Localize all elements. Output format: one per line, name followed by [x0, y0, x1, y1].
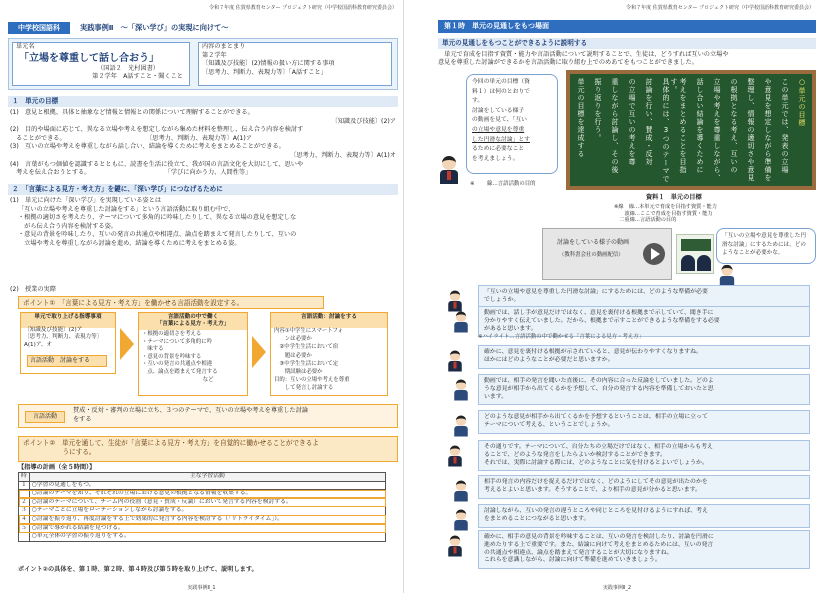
utterance-line: 討論しながら、互いの発言の違うところや同じところを見付けるようにすれば、考え — [484, 508, 708, 514]
teacher-utterance — [478, 530, 810, 569]
flow-line: ・テーマについて多角的に吟 — [142, 338, 212, 345]
summary-label: 内容のまとまり — [202, 43, 246, 50]
table-row — [19, 507, 386, 516]
bubble-line: 討論をしている様子 — [472, 107, 525, 114]
practice-heading: (2) 授業の実際 — [10, 286, 56, 293]
teacher-avatar — [447, 446, 464, 467]
flow-line: ・意見の背景を吟味する — [142, 353, 202, 360]
bubble-line: す。 — [472, 98, 484, 105]
flow-line: して発言し討論する — [274, 385, 334, 392]
flow-box-heading: 言語活動の中で働く 「言葉による見方・考え方」 — [139, 313, 247, 330]
page-header: 令和７年度 佐賀県教育センター プロジェクト研究（中学校国語科教育研究委員会） — [626, 5, 814, 11]
intro-line: 単元で育成を目指す資質・能力や言語活動について説明することで、生徒は、どうすれば互いの立場や — [438, 51, 729, 58]
student-avatar — [453, 312, 470, 333]
utterance-line: 動画では、話し手が意見だけではなく、意見を裏付ける根拠まで示していて、聞き手に — [484, 310, 714, 316]
table-row — [19, 490, 386, 499]
flow-box-3 — [270, 312, 388, 396]
flow-line: ・互いの発言の共通点や相違 — [142, 361, 213, 368]
flow-line: ・根拠の適切さを考える — [142, 331, 202, 337]
bubble-line: 料１）は何のとおりで — [472, 88, 530, 95]
flow-line: 点、論点を踏まえて発言する — [142, 368, 218, 375]
summary-item: 〔知識及び技能〕(2)情報の扱い方に関する事項 — [202, 60, 335, 68]
utterance-line: ることで、どのような発言をしたらよいか検討することができます。 — [484, 451, 667, 458]
flow-line: ③中学生生活において定 — [274, 360, 339, 367]
unit-label: 単元名 — [16, 43, 35, 50]
activity-cell: ○学習の見通しをもつ。 — [29, 481, 385, 490]
utterance-line: ほかにはどのようなことが必要だと思いますか。 — [484, 356, 614, 363]
text-line: 「互いの立場や考えを尊重した討論をする」という言語活動に取り組む中で、 — [18, 205, 235, 213]
board-column: 討論を行い、賛成・反対 — [645, 78, 653, 166]
flow-line: A(1)ア、オ — [24, 341, 53, 348]
content-summary-box — [198, 42, 392, 86]
avatar-head — [456, 510, 467, 521]
flow-line: 〔知識及び技能〕(2)ア — [24, 327, 83, 333]
table-row — [19, 533, 386, 542]
avatar-tie — [454, 302, 457, 309]
utterance-line: 相手の発言の内容だけを捉えるだけではなく、どのようにしてその意見が出たのかを — [484, 479, 708, 485]
point-2-line: ポイント② 単元を通して、生徒が「言葉による見方・考え方」を自覚的に働かせることができるよ — [23, 439, 319, 447]
goal-line: (4) 言葉がもつ価値を認識するとともに、読書を生活に役立て、我が国の言語文化を大切にして、思いや — [10, 160, 304, 168]
activity-cell: ○討論で導かれる結論を見つける。 — [29, 524, 385, 533]
flow-box-2 — [138, 312, 248, 396]
summary-item: 〔思考力、判断力、表現力等〕「A話すこと」 — [202, 68, 327, 76]
section-heading: １ 単元の目標 — [8, 96, 398, 107]
page-header: 令和７年度 佐賀県教育センター プロジェクト研究（中学校国語科教育研究委員会） — [209, 5, 397, 11]
flow-line: など — [197, 376, 214, 383]
legend-line: ※線 線…本単元で育成を目指す資質・能力 — [614, 204, 717, 210]
avatar-tie — [454, 547, 457, 554]
scene-subtitle: 単元の見通しをもつことができるように説明する — [438, 38, 816, 49]
board-column: 重しながら討論し、その後 — [611, 78, 619, 174]
text-line: (1) 単元に向けた「深い学び」を実現している姿とは — [10, 197, 162, 204]
avatar-head — [450, 536, 461, 547]
flow-box-heading: 単元で取り上げる指導事項 — [21, 313, 115, 328]
flow-line: ンは必要か — [274, 336, 312, 343]
bubble-line: を考えましょう。 — [472, 155, 519, 162]
classroom-illustration — [676, 234, 714, 274]
activity-cell: ○討論を振り返り、再度討論をする上で効果的に発言する内容を検討する（「リトライタイム」）。 — [29, 515, 385, 524]
utterance-line: うな意見が相手から出てくるかを予想して、自分の発言する内容を準備しておいたと思 — [484, 385, 714, 392]
highlight-note: ※ハイライト…言語活動の中で働かせる「言葉による見方・考え方」 — [478, 334, 645, 340]
teacher-avatar — [447, 291, 464, 312]
goal-line: (2) 目的や場面に応じて、異なる立場や考えを想定しながら集めた材料を整理し、伝え合う内容を検討す — [10, 126, 304, 134]
bubble-line: した円滑な討論」とす — [472, 136, 530, 143]
page-footer: 実践事例Ⅱ_2 — [602, 585, 632, 591]
period-cell — [19, 533, 30, 542]
deep-learning-list — [10, 197, 396, 249]
video-label: 討論をしている様子の動画 — [557, 239, 630, 246]
flow-line: 期試験は必要か — [274, 369, 323, 376]
flow-line: 目的：互いの立場や考えを尊重 — [274, 377, 350, 384]
bubble-line: 滑な討論」にするためには、どの — [722, 241, 806, 248]
unit-name-box — [12, 42, 190, 86]
arrow-right-icon — [120, 328, 134, 360]
utterance-line: テーマについて考える、ということでしょうか。 — [484, 421, 614, 428]
utterance-line: 進めたりする上で重要です。また、結論に向けて考えをまとめるためには、互いの発言 — [484, 541, 714, 548]
avatar-head — [456, 312, 467, 323]
student-utterance — [478, 475, 810, 499]
intro-line: 意見を尊重した討論ができるかを言語活動に取り組む上でのめあてをもつことができました。 — [438, 59, 698, 66]
point-1-banner: ポイント① 「言葉による見方・考え方」を働かせる言語活動を設定する。 — [18, 296, 324, 309]
summary-grade: 第２学年 — [202, 51, 227, 59]
student-avatar — [453, 510, 470, 531]
teacher-avatar — [447, 536, 464, 557]
flow-line: 題は必要か — [274, 352, 312, 359]
student-utterance — [478, 410, 810, 434]
plan-title: 【指導の計画（全５時間）】 — [18, 464, 96, 471]
student-avatar — [453, 481, 470, 502]
avatar-body — [454, 491, 468, 502]
page-2 — [414, 0, 820, 593]
teacher-utterance — [478, 345, 810, 369]
utterance-line: があると思います。 — [484, 325, 537, 332]
legend-line: 波線…ここで育成を目指す資質・能力 — [614, 210, 713, 217]
utterance-line: 確かに、意見を裏付ける根拠が示されていると、意見が伝わりやすくなりますね。 — [484, 349, 702, 355]
student-speech-bubble — [716, 228, 816, 264]
avatar-head — [442, 156, 456, 170]
activity-text: 賛成・反対・審判の立場に立ち、３つのテーマで、互いの立場や考えを尊重した討論 — [73, 407, 308, 414]
activity-summary — [18, 404, 398, 428]
activity-cell: ○単元全体の学習の振り返りをする。 — [29, 533, 385, 542]
page-title: 実践事例Ⅱ ～「深い学び」の実現に向けて～ — [80, 23, 229, 32]
play-icon — [651, 248, 660, 260]
student-figure — [697, 255, 711, 271]
avatar-body — [454, 426, 468, 437]
utterance-line: どのような意見が相手から出てくるかを予想するということは、相手の立場に立って — [484, 414, 708, 420]
utterance-line: 分かりやすく伝えていました。だから、根拠まで示すことができるような準備をする必要 — [484, 317, 720, 324]
utterance-line: 確かに、相手の意見の背景を吟味することは、互いの発言を検討したり、討論を円滑に — [484, 534, 714, 540]
teacher-speech-bubble — [466, 74, 558, 174]
text-line: ・根拠の適切さを考えたり、テーマについて多角的に吟味したりして、異なる立場の意見を想定しな — [18, 214, 297, 222]
table-row — [19, 498, 386, 507]
activity-tag: 言語活動 — [25, 411, 65, 423]
period-cell: １ — [19, 481, 30, 490]
activity-cell: ○討論のテーマについて、チーム内の役割（意見・賛成・反論）において発言する内容を検討する。 — [29, 498, 385, 507]
utterance-line: をまとめることにつながると思います。 — [484, 515, 590, 522]
bubble-line: 「互いの立場や意見を尊重した円 — [722, 233, 806, 239]
utterance-line: これらを意識しながら、討論に向けて準備を進めていきましょう。 — [484, 557, 661, 564]
student-utterance — [478, 374, 810, 405]
plan-table — [18, 472, 386, 542]
utterance-line: います。 — [484, 393, 508, 400]
board-column: 立場や考えを尊重しながら、 — [713, 78, 721, 182]
avatar-head — [456, 481, 467, 492]
bubble-line: の立場や意見を尊重 — [472, 126, 525, 133]
blackboard-goals — [566, 70, 816, 190]
utterance-line: その通りです。テーマについて、自分たちの立場だけではなく、相手の立場からも考え — [484, 444, 713, 450]
page-1 — [0, 0, 404, 593]
utterance-line: 考えるとよいと思います。そうすることで、より相手の意見が分かると思います。 — [484, 486, 701, 493]
unit-textbook: （国語２ 光村図書） — [97, 64, 159, 72]
period-cell: ４ — [19, 515, 30, 524]
flow-line: 味する — [142, 346, 164, 353]
subject-tag: 中学校国語科 — [8, 22, 70, 34]
utterance-line: の共通点や相違点、論点を踏まえて発言することが大切になりますね。 — [484, 549, 673, 556]
teacher-avatar — [447, 351, 464, 372]
board-column: 具体的には、3つのテーマで — [662, 78, 670, 183]
goal-line: 考えを伝え合おうとする。 「学びに向かう力、人間性等」 — [10, 169, 252, 177]
board-column: の立場で互いの考えを尊 — [628, 78, 636, 166]
unit-grade: 第２学年 A話すこと・聞くこと — [92, 73, 183, 81]
utterance-line: それでは、実際に討論する際には、どのようなことに気を付けるとよいでしょうか。 — [484, 459, 708, 466]
period-cell — [19, 490, 30, 499]
avatar-tie — [454, 457, 457, 464]
unit-name: 「立場を尊重して話し合おう」 — [19, 52, 159, 64]
flow-line: ②中学生生活において宿 — [274, 344, 339, 351]
avatar-head — [450, 351, 461, 362]
legend-line: 二重線…言語活動の目的 — [614, 217, 677, 224]
table-row — [19, 515, 386, 524]
goal-line: ることができる。 〔思考力、判断力、表現力等〕A(1)ア — [10, 134, 252, 142]
student-avatar — [718, 265, 736, 287]
point-2-banner — [18, 436, 398, 462]
avatar-body — [454, 322, 468, 333]
period-cell: ２ — [19, 498, 30, 507]
activity-label: 言語活動 討論をする — [27, 355, 107, 367]
table-row — [19, 481, 386, 490]
student-utterance — [478, 504, 810, 528]
plan-note: ポイント②の具体を、第１時、第２時、第４時及び第５時を取り上げて、説明します。 — [18, 566, 258, 573]
board-column: の根拠となる考え、互いの — [730, 78, 738, 174]
bubble-line: るために必要なこと — [472, 146, 525, 153]
period-cell: ３ — [19, 507, 30, 516]
flow-line: 内容①中学生にスマートフォ — [274, 328, 343, 334]
utterance-line: 動画では、相手の発言を聞いた直後に、その内容に合った反論をしていました。どのよ — [484, 378, 714, 384]
utterance-line: 「互いの立場や意見を尊重した円滑な討論」にするためには、どのような準備が必要 — [484, 289, 708, 295]
board-column: 考えをまとめることを目指す。 — [670, 78, 687, 174]
board-caption: 資料１ 単元の目標 — [646, 194, 702, 201]
avatar-head — [456, 416, 467, 427]
board-column: 振り返りを行う。 — [594, 78, 602, 142]
page-footer: 実践事例Ⅱ_1 — [187, 585, 216, 591]
bubble-line: 今回の単元の目標（資 — [472, 79, 530, 85]
video-sublabel: （教科書会社の動画配信） — [559, 252, 624, 258]
text-line: 立場や考えを尊重しながら討論を進め、結論を導くために考えをまとめる姿。 — [18, 239, 241, 247]
table-header: 主な学習活動 — [29, 473, 385, 482]
board-column: や意見を想定しながら準備を — [764, 78, 772, 182]
goal-line: 〔思考力、判断力、表現力等〕A(1)オ — [290, 151, 396, 159]
goal-line: (3) 互いの立場や考えを尊重しながら話し合い、結論を導くために考えをまとめることができる。 — [10, 143, 285, 151]
teacher-utterance — [478, 440, 810, 471]
flow-box-1 — [20, 312, 116, 374]
avatar-head — [721, 265, 732, 276]
board-column: この単元では、発表の立場 — [781, 78, 789, 174]
activity-text: をする — [73, 416, 92, 423]
bubble-line: ようなことが必要かな。 — [722, 250, 784, 257]
text-line: ・意見の背景を吟味したり、互いの発言の共通点や相違点、論点を踏まえて発言したりして、互いの — [18, 231, 297, 239]
table-row — [19, 524, 386, 533]
board-column: ○単元の目標 — [798, 78, 806, 127]
student-avatar — [453, 380, 470, 401]
avatar-head — [450, 446, 461, 457]
bubble-line: の動画を見て、「互い — [472, 117, 527, 124]
board-column: 話し合い結論を導くために — [696, 78, 704, 174]
student-avatar — [453, 416, 470, 437]
purpose-legend: ※ 線…言語活動の目的 — [470, 181, 536, 187]
table-header: 時 — [19, 473, 30, 482]
activity-cell: ○討論のテーマを知り、それぞれの立場における意見の根拠となる情報を収集する。 — [29, 490, 385, 499]
utterance-line: でしょうか。 — [484, 296, 520, 303]
avatar-head — [450, 291, 461, 302]
avatar-head — [456, 380, 467, 391]
board-legend — [614, 204, 717, 224]
goals-list — [10, 109, 396, 178]
student-figure — [681, 255, 695, 271]
text-line: がら伝え合う内容を検討する姿。 — [18, 222, 117, 230]
classroom-board — [681, 239, 711, 251]
avatar-body — [454, 520, 468, 531]
section-heading: ２ 「言葉による見方・考え方」を鍵に、「深い学び」につなげるために — [8, 184, 398, 195]
flow-box-heading: 言語活動：討論をする — [271, 313, 387, 328]
board-column: 整理し、情報の適切さや意見 — [747, 78, 755, 182]
goal-line: (1) 意見と根拠、具体と抽象など情報と情報との関係について理解することができる。 — [10, 109, 254, 116]
avatar-tie — [454, 362, 457, 369]
point-2-line: うにする。 — [23, 447, 96, 456]
avatar-body — [454, 390, 468, 401]
goal-line: 〔知識及び技能〕(2)ア — [331, 117, 396, 125]
flow-line: 〔思考力、判断力、表現力等〕 — [24, 334, 103, 341]
board-column: 単元の目標を達成する — [577, 78, 585, 158]
activity-cell: ○テーマごとに立場をローテーションしながら討論をする。 — [29, 507, 385, 516]
period-cell: ５ — [19, 524, 30, 533]
teacher-avatar — [438, 156, 460, 184]
avatar-tie — [447, 171, 451, 180]
scene-title: 第１時 単元の見通しをもつ場面 — [438, 20, 816, 33]
discussion-video[interactable] — [542, 228, 672, 280]
arrow-right-icon — [252, 336, 266, 368]
